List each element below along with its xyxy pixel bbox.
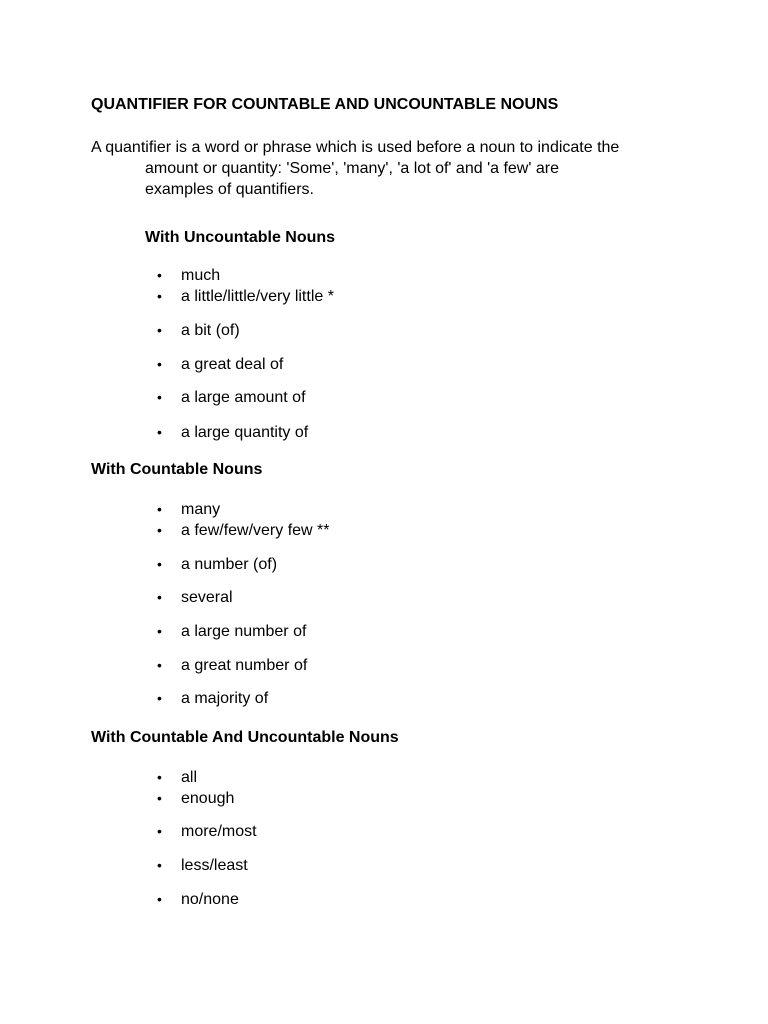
bullet-icon: • bbox=[157, 389, 162, 405]
intro-line-3: examples of quantifiers. bbox=[145, 181, 314, 198]
list-item: less/least bbox=[181, 857, 248, 874]
intro-line-1: A quantifier is a word or phrase which is used before a noun to indicate the bbox=[91, 139, 620, 156]
bullet-icon: • bbox=[157, 823, 162, 839]
page-title: QUANTIFIER FOR COUNTABLE AND UNCOUNTABLE NOUNS bbox=[91, 96, 559, 113]
list-item: all bbox=[181, 769, 198, 786]
list-item: a great deal of bbox=[181, 356, 284, 373]
list-item: a little/little/very little * bbox=[181, 288, 334, 305]
bullet-icon: • bbox=[157, 501, 162, 517]
list-item: enough bbox=[181, 790, 235, 807]
bullet-icon: • bbox=[157, 267, 162, 283]
bullet-icon: • bbox=[157, 623, 162, 639]
list-item: a large amount of bbox=[181, 389, 306, 406]
list-item: a large number of bbox=[181, 623, 307, 640]
bullet-icon: • bbox=[157, 556, 162, 572]
list-item: a large quantity of bbox=[181, 424, 309, 441]
list-item: much bbox=[181, 267, 221, 284]
bullet-icon: • bbox=[157, 690, 162, 706]
list-item: a number (of) bbox=[181, 556, 278, 573]
list-item: a few/few/very few ** bbox=[181, 522, 330, 539]
list-item: many bbox=[181, 501, 221, 518]
bullet-icon: • bbox=[157, 857, 162, 873]
list-item: no/none bbox=[181, 891, 239, 908]
list-item: a majority of bbox=[181, 690, 269, 707]
bullet-icon: • bbox=[157, 891, 162, 907]
list-item: more/most bbox=[181, 823, 257, 840]
bullet-icon: • bbox=[157, 356, 162, 372]
section-heading-countable: With Countable Nouns bbox=[91, 461, 263, 478]
bullet-icon: • bbox=[157, 322, 162, 338]
list-item: several bbox=[181, 589, 233, 606]
section-heading-uncountable: With Uncountable Nouns bbox=[145, 229, 336, 246]
bullet-icon: • bbox=[157, 424, 162, 440]
bullet-icon: • bbox=[157, 790, 162, 806]
list-item: a bit (of) bbox=[181, 322, 240, 339]
bullet-icon: • bbox=[157, 589, 162, 605]
list-item: a great number of bbox=[181, 657, 308, 674]
bullet-icon: • bbox=[157, 657, 162, 673]
bullet-icon: • bbox=[157, 288, 162, 304]
bullet-icon: • bbox=[157, 769, 162, 785]
section-heading-countable-and-uncountable: With Countable And Uncountable Nouns bbox=[91, 729, 399, 746]
intro-line-2: amount or quantity: 'Some', 'many', 'a lot of' and 'a few' are bbox=[145, 160, 559, 177]
bullet-icon: • bbox=[157, 522, 162, 538]
